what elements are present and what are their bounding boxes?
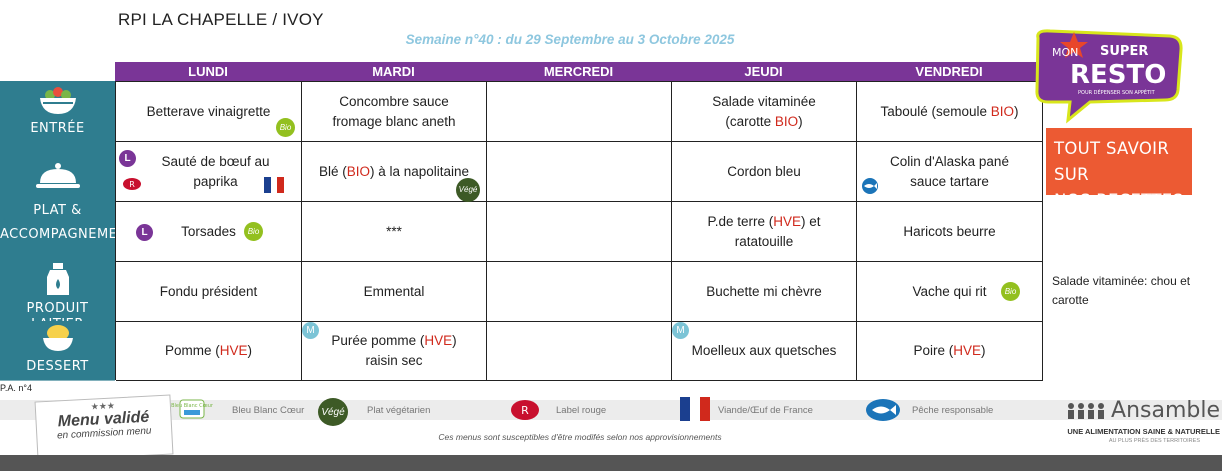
bio-icon: Bio <box>276 118 295 137</box>
cell-entree-mercredi <box>487 82 672 142</box>
dish-text: ) <box>247 343 253 358</box>
plan-alimentaire-number: P.A. n°4 <box>0 383 32 393</box>
category-label-1: PLAT & <box>33 203 82 218</box>
dish-text: Poire ( <box>913 343 954 358</box>
menu-valide-stamp <box>35 394 174 461</box>
dish-text: ) <box>798 113 803 129</box>
ansamble-name: Ansamble <box>1111 398 1220 423</box>
dish-text: Salade vitaminée (carotte <box>712 93 816 129</box>
cell-plat-vendredi <box>857 142 1043 202</box>
category-laitier <box>0 261 115 322</box>
menu-valide-sub: en commission menu <box>56 425 152 442</box>
bio-text: BIO <box>774 113 799 129</box>
logo-mon: MON <box>1052 46 1079 59</box>
dish-name: Moelleux aux quetsches <box>691 343 837 358</box>
cell-entree-jeudi <box>672 82 857 142</box>
ansamble-people-icon <box>1065 401 1107 421</box>
day-header-band <box>115 62 1042 81</box>
cell-plat-mercredi <box>487 142 672 202</box>
cell-dessert-mardi <box>302 322 487 381</box>
cell-laitier-mercredi <box>487 262 672 322</box>
dish-text: Pomme ( <box>164 343 220 358</box>
vege-icon: Végé <box>318 398 348 426</box>
cloche-icon <box>34 161 82 191</box>
cell-accomp-jeudi <box>672 202 857 262</box>
side-note: Salade vitaminée: chou et carotte <box>1052 274 1191 307</box>
ansamble-tagline: UNE ALIMENTATION SAINE & NATURELLE <box>1067 427 1220 436</box>
speech-bubble-icon <box>1030 28 1190 123</box>
dish-name <box>165 341 252 361</box>
stars-icon: ★★★ <box>90 400 116 412</box>
day-jeudi: JEUDI <box>744 64 783 79</box>
cell-accomp-lundi <box>116 202 302 262</box>
cell-accomp-mercredi <box>487 202 672 262</box>
cell-entree-lundi <box>116 82 302 142</box>
legend-label-rouge: Label rouge <box>556 405 607 416</box>
dish-text: Taboulé (semoule <box>880 103 991 119</box>
legend-band <box>0 400 1222 420</box>
dish-name <box>880 102 1018 122</box>
category-label: PRODUIT <box>26 301 89 316</box>
category-label: DESSERT <box>26 359 89 374</box>
ansamble-tagline-2: AU PLUS PRÈS DES TERRITOIRES <box>1108 438 1200 444</box>
bio-icon: Bio <box>1001 282 1020 301</box>
bio-icon: Bio <box>244 222 263 241</box>
hve-text: HVE <box>773 213 802 229</box>
hve-text: HVE <box>424 333 453 348</box>
dish-name <box>331 331 456 371</box>
cell-dessert-vendredi <box>857 322 1043 381</box>
day-lundi: LUNDI <box>188 64 228 79</box>
cell-accomp-vendredi <box>857 202 1043 262</box>
bottom-bar <box>0 455 1222 471</box>
dish-name: Haricots beurre <box>903 223 996 239</box>
bleu-blanc-coeur-icon <box>171 398 213 420</box>
cell-entree-vendredi <box>857 82 1043 142</box>
legend-france: Viande/Œuf de France <box>718 405 813 416</box>
cell-plat-jeudi <box>672 142 857 202</box>
mon-super-resto-logo[interactable] <box>1030 28 1190 123</box>
category-label: ENTRÉE <box>30 121 85 136</box>
bio-text: BIO <box>990 103 1015 119</box>
day-mardi: MARDI <box>372 64 415 79</box>
recipes-line-1: TOUT SAVOIR SUR <box>1054 139 1170 184</box>
ice-cream-icon <box>38 323 78 353</box>
dish-text: ) <box>1014 103 1019 119</box>
dish-name <box>319 162 469 182</box>
dish-name: Colin d'Alaska pané sauce tartare <box>890 153 1009 189</box>
france-flag-icon <box>264 177 284 193</box>
label-rouge-icon <box>510 399 540 421</box>
cell-dessert-lundi <box>116 322 302 381</box>
france-flag-icon <box>680 397 710 421</box>
hve-text: HVE <box>953 343 982 358</box>
cell-accomp-mardi <box>302 202 487 262</box>
hve-text: HVE <box>219 343 248 358</box>
cell-laitier-mardi <box>302 262 487 322</box>
fait-maison-icon: M <box>302 322 319 339</box>
disclaimer: Ces menus sont susceptibles d'être modifés selon nos approvisionnements <box>438 432 722 442</box>
svg-text:R: R <box>521 404 529 417</box>
dish-text: ) <box>981 343 986 358</box>
menu-valide-title: Menu validé <box>57 408 150 431</box>
peche-responsable-icon <box>860 178 880 194</box>
cell-plat-mardi <box>302 142 487 202</box>
salad-bowl-icon <box>37 85 79 117</box>
dish-text: ) à la napolitaine <box>369 163 470 179</box>
dish-name: *** <box>386 223 402 239</box>
page-title: RPI LA CHAPELLE / IVOY <box>118 10 324 29</box>
dish-name: Fondu président <box>159 283 258 299</box>
cell-dessert-mercredi <box>487 322 672 381</box>
svg-text:R: R <box>129 180 135 189</box>
cell-plat-lundi <box>116 142 302 202</box>
recipes-link[interactable] <box>1046 128 1192 210</box>
cell-laitier-jeudi <box>672 262 857 322</box>
cell-entree-mardi <box>302 82 487 142</box>
cell-laitier-lundi <box>116 262 302 322</box>
peche-responsable-icon <box>865 398 901 422</box>
dish-text: ) raisin sec <box>365 333 457 368</box>
dish-text: Purée pomme ( <box>331 333 425 348</box>
dish-name <box>712 92 816 132</box>
label-rouge-icon <box>122 177 142 191</box>
week-subtitle: Semaine n°40 : du 29 Septembre au 3 Octobre 2025 <box>405 32 735 47</box>
cell-laitier-vendredi <box>857 262 1043 322</box>
category-dessert <box>0 321 115 381</box>
logo-sub: POUR DÉPENSER SON APPÉTIT <box>1078 90 1155 96</box>
ansamble-logo <box>1050 398 1220 453</box>
dish-text: P.de terre ( <box>707 213 774 229</box>
logo-super: SUPER <box>1100 44 1149 59</box>
label-rouge-l-icon: L <box>119 150 136 167</box>
bio-text: BIO <box>346 163 370 179</box>
milk-jug-icon <box>45 263 71 297</box>
category-plat <box>0 141 137 262</box>
vege-icon: Végé <box>456 178 480 202</box>
dish-text: Blé ( <box>318 163 347 179</box>
dish-text: ) et ratatouille <box>734 213 821 249</box>
legend-vege: Plat végétarien <box>367 405 431 416</box>
dish-name: Buchette mi chèvre <box>706 283 822 299</box>
legend-peche: Pêche responsable <box>912 405 994 416</box>
dish-name <box>913 341 985 361</box>
dish-name: Betterave vinaigrette <box>146 103 271 119</box>
menu-grid <box>115 81 1042 380</box>
dish-name <box>707 212 820 252</box>
dish-name: Torsades <box>181 223 236 239</box>
day-mercredi: MERCREDI <box>543 64 614 79</box>
category-label-2: ACCOMPAGNEMENT <box>0 227 137 242</box>
dish-name: Cordon bleu <box>727 163 801 179</box>
dish-name: Concombre sauce fromage blanc aneth <box>332 93 456 129</box>
legend-bbc: Bleu Blanc Cœur <box>232 405 305 416</box>
logo-resto: RESTO <box>1070 60 1167 90</box>
bbc-logo-text: Bleu Blanc Cœur <box>171 403 213 409</box>
fait-maison-icon: M <box>672 322 689 339</box>
cell-dessert-jeudi <box>672 322 857 381</box>
dish-name: Sauté de bœuf au paprika <box>161 153 270 189</box>
label-rouge-l-icon: L <box>136 224 153 241</box>
category-entree <box>0 81 115 142</box>
dish-name: Vache qui rit <box>912 283 987 299</box>
recipes-line-2: NOS RECETTES <box>1054 191 1184 210</box>
dish-name: Emmental <box>363 283 425 299</box>
day-vendredi: VENDREDI <box>915 64 983 79</box>
